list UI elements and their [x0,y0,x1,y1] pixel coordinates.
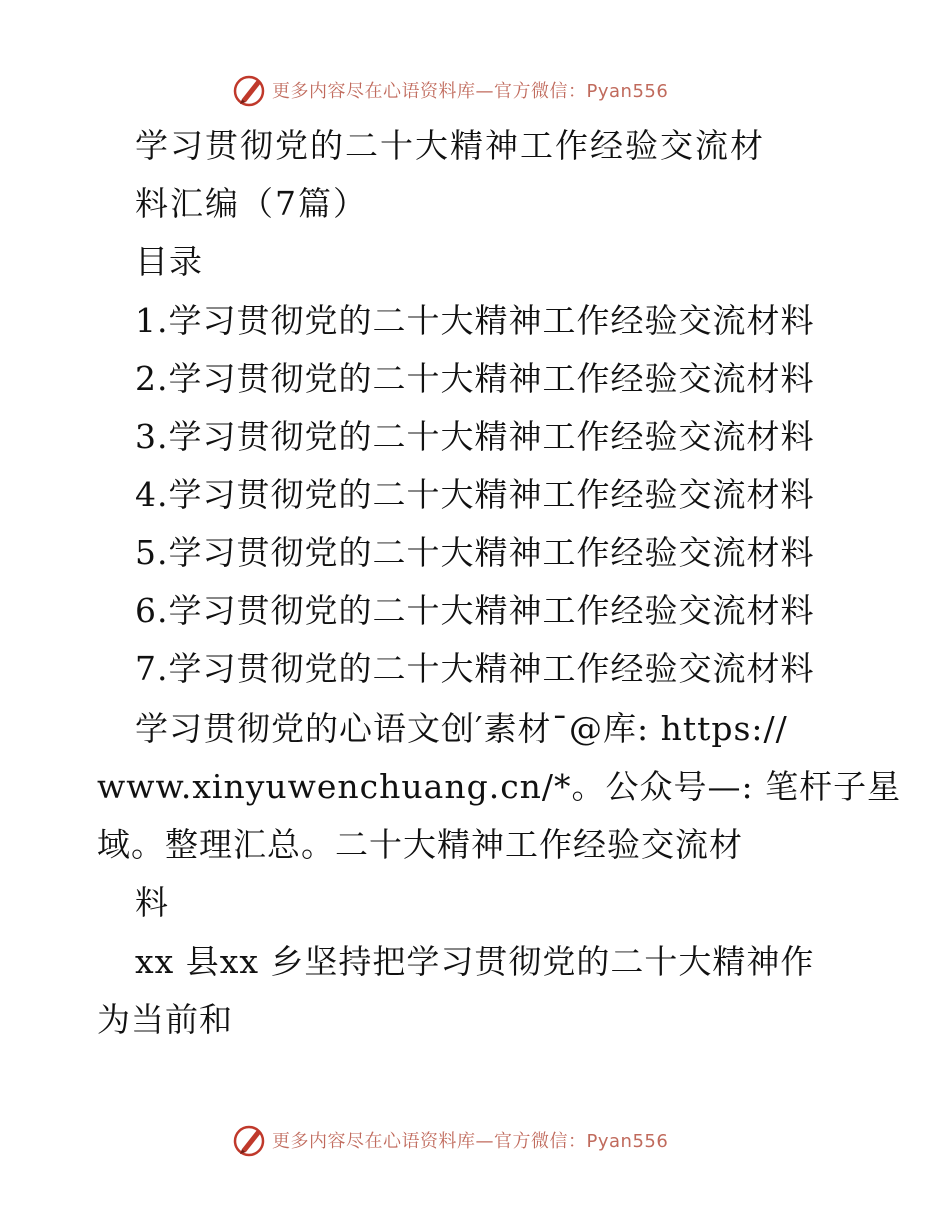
toc-item: 6.学习贯彻党的二十大精神工作经验交流材料 [135,591,815,630]
toc-item: 4.学习贯彻党的二十大精神工作经验交流材料 [135,475,815,514]
body-paragraph-line: 学习贯彻党的心语文创′素材¯@库: https:// [135,709,788,748]
toc-item: 5.学习贯彻党的二十大精神工作经验交流材料 [135,533,815,572]
footer-watermark [232,1120,668,1160]
body-paragraph-line: 域。整理汇总。二十大精神工作经验交流材 [97,825,743,864]
body-paragraph-line: xx 县xx 乡坚持把学习贯彻党的二十大精神作 [135,942,815,981]
document-title-line-2: 料汇编（7篇） [135,184,368,223]
pen-logo-icon [232,72,268,108]
toc-item: 2.学习贯彻党的二十大精神工作经验交流材料 [135,359,815,398]
toc-item: 3.学习贯彻党的二十大精神工作经验交流材料 [135,417,815,456]
watermark-text: 更多内容尽在心语资料库—官方微信：Pyan556 [272,81,669,102]
pen-logo-icon [232,1122,268,1158]
toc-item: 1.学习贯彻党的二十大精神工作经验交流材料 [135,301,815,340]
header-watermark [232,70,668,110]
document-title-line-1: 学习贯彻党的二十大精神工作经验交流材 [135,126,765,165]
watermark-text: 更多内容尽在心语资料库—官方微信：Pyan556 [272,1131,669,1152]
toc-heading: 目录 [135,242,203,281]
body-paragraph-line: 料 [135,883,169,922]
body-paragraph-line: 为当前和 [97,1000,233,1039]
toc-item: 7.学习贯彻党的二十大精神工作经验交流材料 [135,649,815,688]
body-paragraph-line: www.xinyuwenchuang.cn/*。公众号—: 笔杆子星 [97,767,902,806]
